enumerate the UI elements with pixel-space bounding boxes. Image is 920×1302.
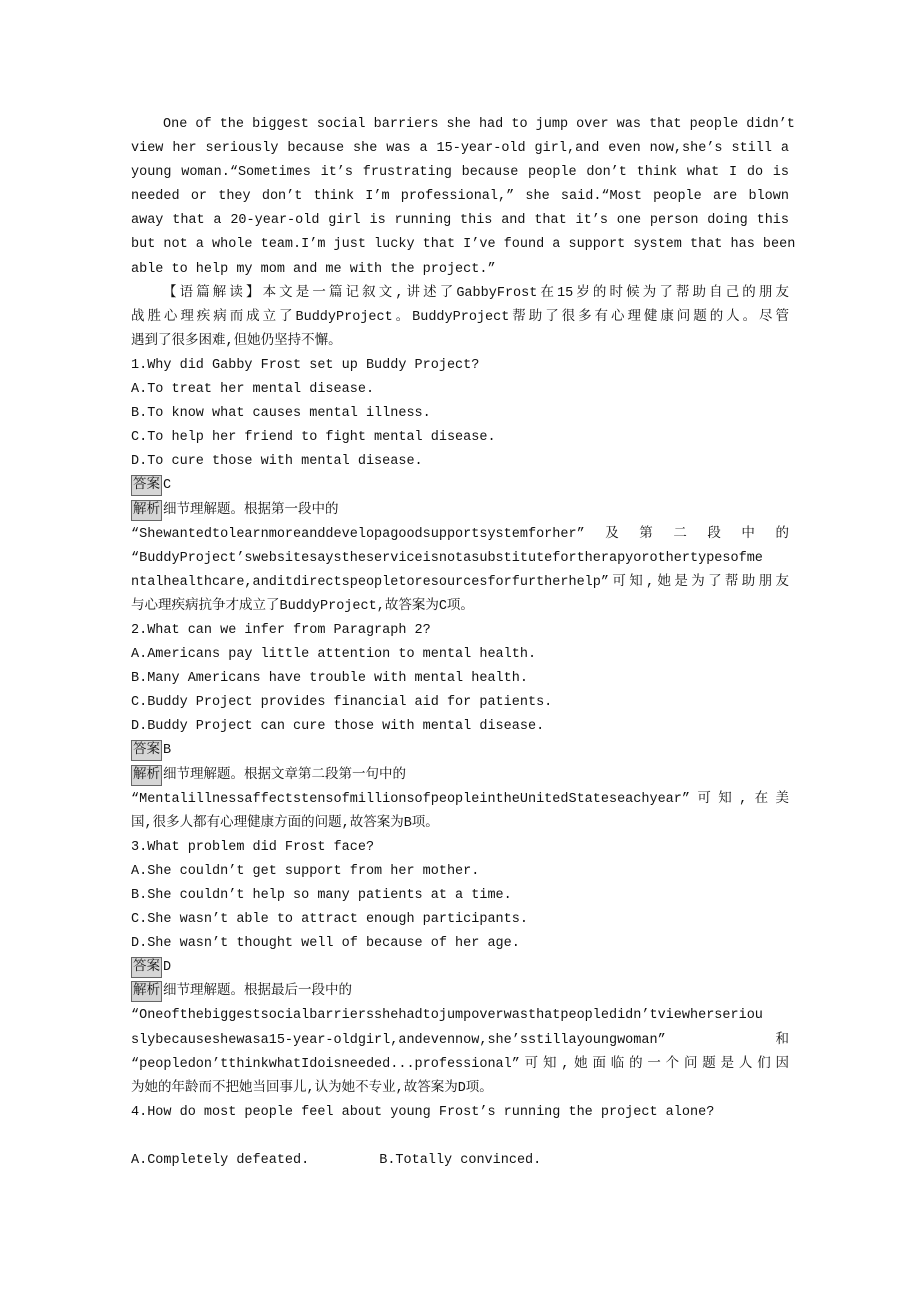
option: C.She wasn’t able to attract enough participants.	[131, 912, 528, 928]
answer-row	[131, 474, 789, 498]
explanation-line	[131, 499, 789, 523]
explanation-line: “BuddyProject’swebsitesaystheserviceisnotasubstitutefortherapyorothertypesofme	[131, 550, 763, 566]
passage-line: view her seriously because she was a 15-year-old girl,and even now,she’s still a	[131, 141, 789, 157]
option: B.Totally convinced.	[379, 1152, 542, 1168]
option: B.Many Americans have trouble with mental health.	[131, 671, 528, 687]
explanation-text: 细节理解题。根据最后一段中的	[163, 984, 352, 1000]
question-stem: 3.What problem did Frost face?	[131, 839, 375, 855]
options-row	[131, 1149, 789, 1173]
explanation-line	[131, 980, 789, 1004]
answer-label: 答案	[131, 740, 162, 761]
analysis-line: 战胜心理疾病而成立了BuddyProject。BuddyProject帮助了很多有心理健康问题的人。尽管	[131, 309, 789, 325]
option: D.Buddy Project can cure those with mental disease.	[131, 719, 545, 735]
option: D.To cure those with mental disease.	[131, 454, 423, 470]
explanation-line: “MentalillnessaffectstensofmillionsofpeopleintheUnitedStateseachyear”可知,在美	[131, 791, 789, 807]
document-page	[131, 113, 796, 1173]
question-stem: 2.What can we infer from Paragraph 2?	[131, 622, 431, 638]
explanation-label: 解析	[131, 500, 162, 521]
option: C.Buddy Project provides financial aid for patients.	[131, 695, 553, 711]
option: A.Americans pay little attention to mental health.	[131, 647, 537, 663]
passage-line: able to help my mom and me with the project.”	[131, 261, 496, 277]
answer-label: 答案	[131, 957, 162, 978]
explanation-line	[131, 764, 789, 788]
answer-label: 答案	[131, 475, 162, 496]
analysis-line: 【语篇解读】本文是一篇记叙文,讲述了GabbyFrost在15岁的时候为了帮助自己的朋友	[163, 285, 789, 301]
explanation-line: “Oneofthebiggestsocialbarriersshehadtojumpoverwasthatpeopledidn’tviewherseriou	[131, 1008, 763, 1024]
option: B.She couldn’t help so many patients at a time.	[131, 888, 512, 903]
explanation-line: “Shewantedtolearnmoreanddevelopagoodsupportsystemforher”及第二段中的	[131, 526, 789, 542]
option: A.To treat her mental disease.	[131, 382, 375, 398]
explanation-line: “peopledon’tthinkwhatIdoisneeded...professional”可知,她面临的一个问题是人们因	[131, 1056, 789, 1072]
spacer	[131, 1125, 789, 1149]
answer-value: B	[163, 743, 172, 759]
explanation-line: 与心理疾病抗争才成立了BuddyProject,故答案为C项。	[131, 598, 474, 614]
explanation-label: 解析	[131, 765, 162, 786]
answer-row	[131, 739, 789, 763]
passage-line: One of the biggest social barriers she had to jump over was that people didn’t	[163, 117, 795, 132]
explanation-text: 细节理解题。根据第一段中的	[163, 502, 339, 518]
option: A.She couldn’t get support from her mother.	[131, 863, 480, 879]
question-stem: 1.Why did Gabby Frost set up Buddy Project?	[131, 357, 480, 373]
explanation-line: 国,很多人都有心理健康方面的问题,故答案为B项。	[131, 815, 439, 831]
explanation-label: 解析	[131, 981, 162, 1002]
passage-line: young woman.“Sometimes it’s frustrating because people don’t think what I do is	[131, 165, 789, 181]
option: A.Completely defeated.	[131, 1152, 310, 1168]
passage-line: away that a 20-year-old girl is running this and that it’s one person doing this	[131, 213, 789, 229]
explanation-line: ntalhealthcare,anditdirectspeopletoresourcesforfurtherhelp”可知,她是为了帮助朋友	[131, 574, 789, 590]
passage-line: needed or they don’t think I’m professional,” she said.“Most people are blown	[131, 189, 789, 205]
explanation-line: 为她的年龄而不把她当回事儿,认为她不专业,故答案为D项。	[131, 1080, 493, 1096]
answer-value: C	[163, 478, 172, 494]
option: B.To know what causes mental illness.	[131, 406, 431, 422]
explanation-text: 细节理解题。根据文章第二段第一句中的	[163, 767, 406, 783]
explanation-line: slybecauseshewasa15-year-oldgirl,andevennow,she’sstillayoungwoman”和	[131, 1032, 789, 1048]
answer-value: D	[163, 960, 172, 976]
passage-line: but not a whole team.I’m just lucky that I’ve found a support system that has been	[131, 237, 796, 253]
question-stem: 4.How do most people feel about young Frost’s running the project alone?	[131, 1104, 715, 1120]
analysis-line: 遇到了很多困难,但她仍坚持不懈。	[131, 333, 342, 349]
answer-row	[131, 956, 789, 980]
option: D.She wasn’t thought well of because of her age.	[131, 936, 520, 952]
option: C.To help her friend to fight mental disease.	[131, 430, 496, 446]
